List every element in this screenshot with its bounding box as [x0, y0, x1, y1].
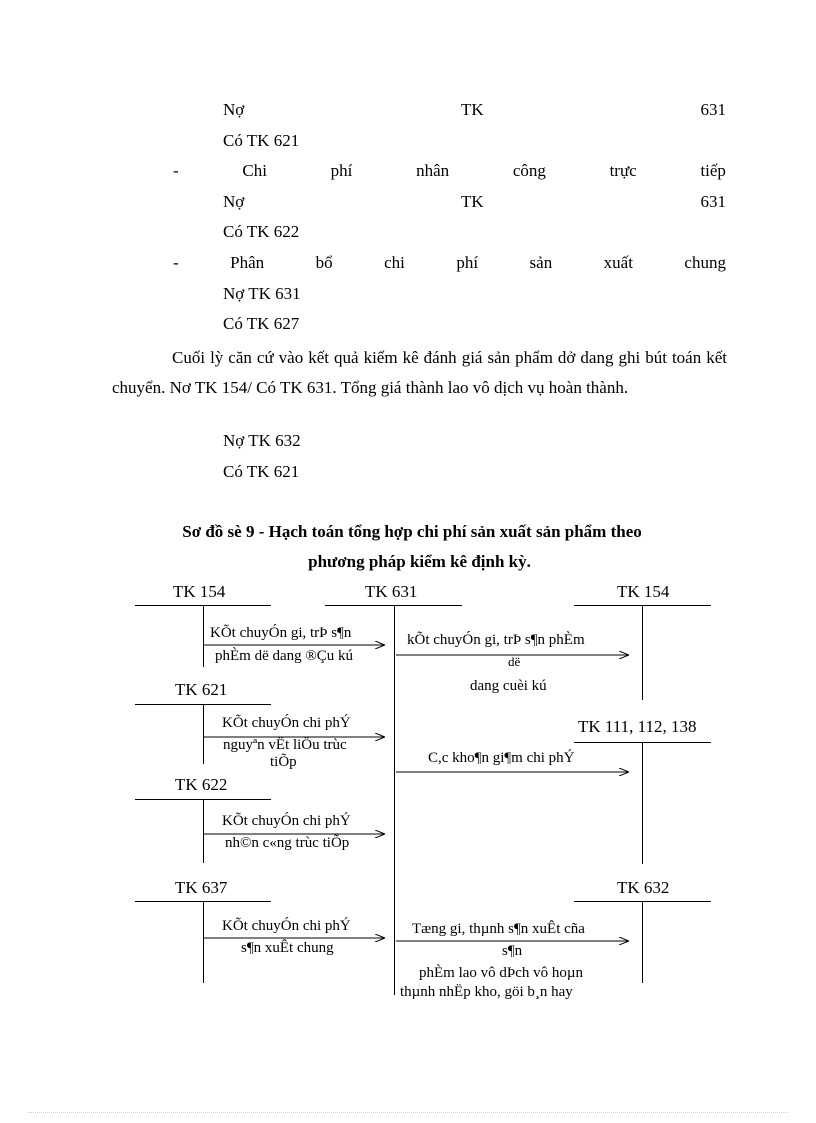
arrow-text-a2-line2: dë: [508, 654, 521, 669]
word: TK: [461, 100, 484, 119]
word: bổ: [315, 253, 333, 272]
entry-no-tk-631-a: [223, 100, 726, 120]
t-account-stem-tk632: [642, 901, 643, 983]
account-tk-637: TK 637: [175, 878, 228, 897]
entry-co-tk-622: Có TK 622: [223, 222, 300, 241]
word: Nợ: [223, 100, 245, 119]
arrow-text-a5-line1: KÕt chuyÓn chi phÝ: [222, 813, 351, 829]
word: chung: [684, 253, 726, 272]
t-account-stem-tk637: [203, 901, 204, 983]
arrow-text-a7-line1: Tæng gi, thµnh s¶n xuÊt cña: [412, 921, 585, 937]
bullet-dash: -: [173, 161, 179, 180]
word: phí: [330, 161, 353, 180]
arrow-text-a6-line1: KÕt chuyÓn chi phÝ: [222, 918, 351, 934]
account-tk-632: TK 632: [617, 878, 670, 897]
paragraph-ket-chuyen: [112, 343, 727, 402]
t-account-stem-tk622: [203, 799, 204, 863]
arrow-text-a2-line1: kÕt chuyÓn gi, trÞ s¶n phÈm: [407, 632, 585, 648]
arrow-text-a7-line4-clip: [400, 984, 640, 1000]
word: phí: [456, 253, 479, 272]
arrow-text-a1-line1: KÕt chuyÓn gi, trÞ s¶n: [210, 625, 352, 641]
diagram-title-line-1: Sơ đồ sè 9 - Hạch toán tổng hợp chi phí sản xuất sản phẩm theo: [182, 522, 642, 541]
word: tiếp: [700, 161, 726, 180]
word: chi: [384, 253, 405, 272]
arrow-text-a3-line3: tiÕp: [270, 754, 297, 770]
paragraph-text: Cuối lỳ căn cứ vào kết quả kiểm kê đánh giá sản phẩm dở dang ghi bút toán kết chuyển. Nơ TK 154/ Có TK 631. Tổng giá thành lao vô dịch vụ hoàn thành.: [112, 348, 727, 397]
entry-no-tk-631-c: Nợ TK 631: [223, 284, 301, 303]
account-tk-631: TK 631: [365, 582, 418, 601]
arrow-text-a7-line3: phÈm lao vô dÞch vô hoµn: [419, 965, 584, 981]
word: nhân: [416, 161, 450, 180]
t-account-stem-tk631: [394, 605, 395, 995]
page-bottom-border: [28, 1112, 788, 1113]
arrow-text-a6-line2: s¶n xuÊt chung: [241, 940, 334, 956]
bullet-dash: -: [173, 253, 179, 272]
word: công: [512, 161, 546, 180]
word: 631: [700, 100, 726, 119]
arrow-text-a3-line2: nguyªn vËt liÖu trùc: [223, 737, 347, 753]
account-tk-622: TK 622: [175, 775, 228, 794]
account-tk-111-112-138: TK 111, 112, 138: [578, 717, 697, 736]
word: sản: [529, 253, 553, 272]
bullet-phan-bo-chi-phi: [173, 253, 726, 273]
diagram-title-line-2: phương pháp kiểm kê định kỳ.: [308, 552, 531, 571]
word: Phân: [230, 253, 265, 272]
entry-co-tk-621-a: Có TK 621: [223, 131, 300, 150]
arrow-text-a1-line2: phÈm dë dang ®Çu kú: [215, 648, 354, 664]
word: 631: [700, 192, 726, 211]
entry-no-tk-632: Nợ TK 632: [223, 431, 301, 450]
arrow-text-a7-line2: s¶n: [502, 943, 523, 959]
word: trực: [609, 161, 637, 180]
account-tk-154-right: TK 154: [617, 582, 670, 601]
account-tk-154-left: TK 154: [173, 582, 226, 601]
arrow-text-a3-line3-clip: [270, 754, 320, 770]
t-account-stem-tk154-left: [203, 605, 204, 667]
word: Chi: [242, 161, 267, 180]
t-account-stem-tk154-right: [642, 605, 643, 700]
arrow-text-a7-line4: thµnh nhËp kho, göi b¸n hay: [400, 984, 573, 1000]
arrow-text-a2-line3: dang cuèi kú: [470, 678, 547, 694]
word: Nợ: [223, 192, 245, 211]
arrow-text-a3-line1: KÕt chuyÓn chi phÝ: [222, 715, 351, 731]
t-account-stem-tk111: [642, 742, 643, 864]
word: xuất: [603, 253, 633, 272]
entry-co-tk-621-b: Có TK 621: [223, 462, 300, 481]
arrow-text-a4-line1: C,c kho¶n gi¶m chi phÝ: [428, 750, 575, 766]
account-tk-621: TK 621: [175, 680, 228, 699]
t-account-stem-tk621: [203, 704, 204, 764]
word: TK: [461, 192, 484, 211]
arrow-text-a5-line2: nh©n c«ng trùc tiÕp: [225, 835, 350, 851]
bullet-chi-phi-nhan-cong: [173, 161, 726, 181]
entry-co-tk-627: Có TK 627: [223, 314, 300, 333]
entry-no-tk-631-b: [223, 192, 726, 212]
